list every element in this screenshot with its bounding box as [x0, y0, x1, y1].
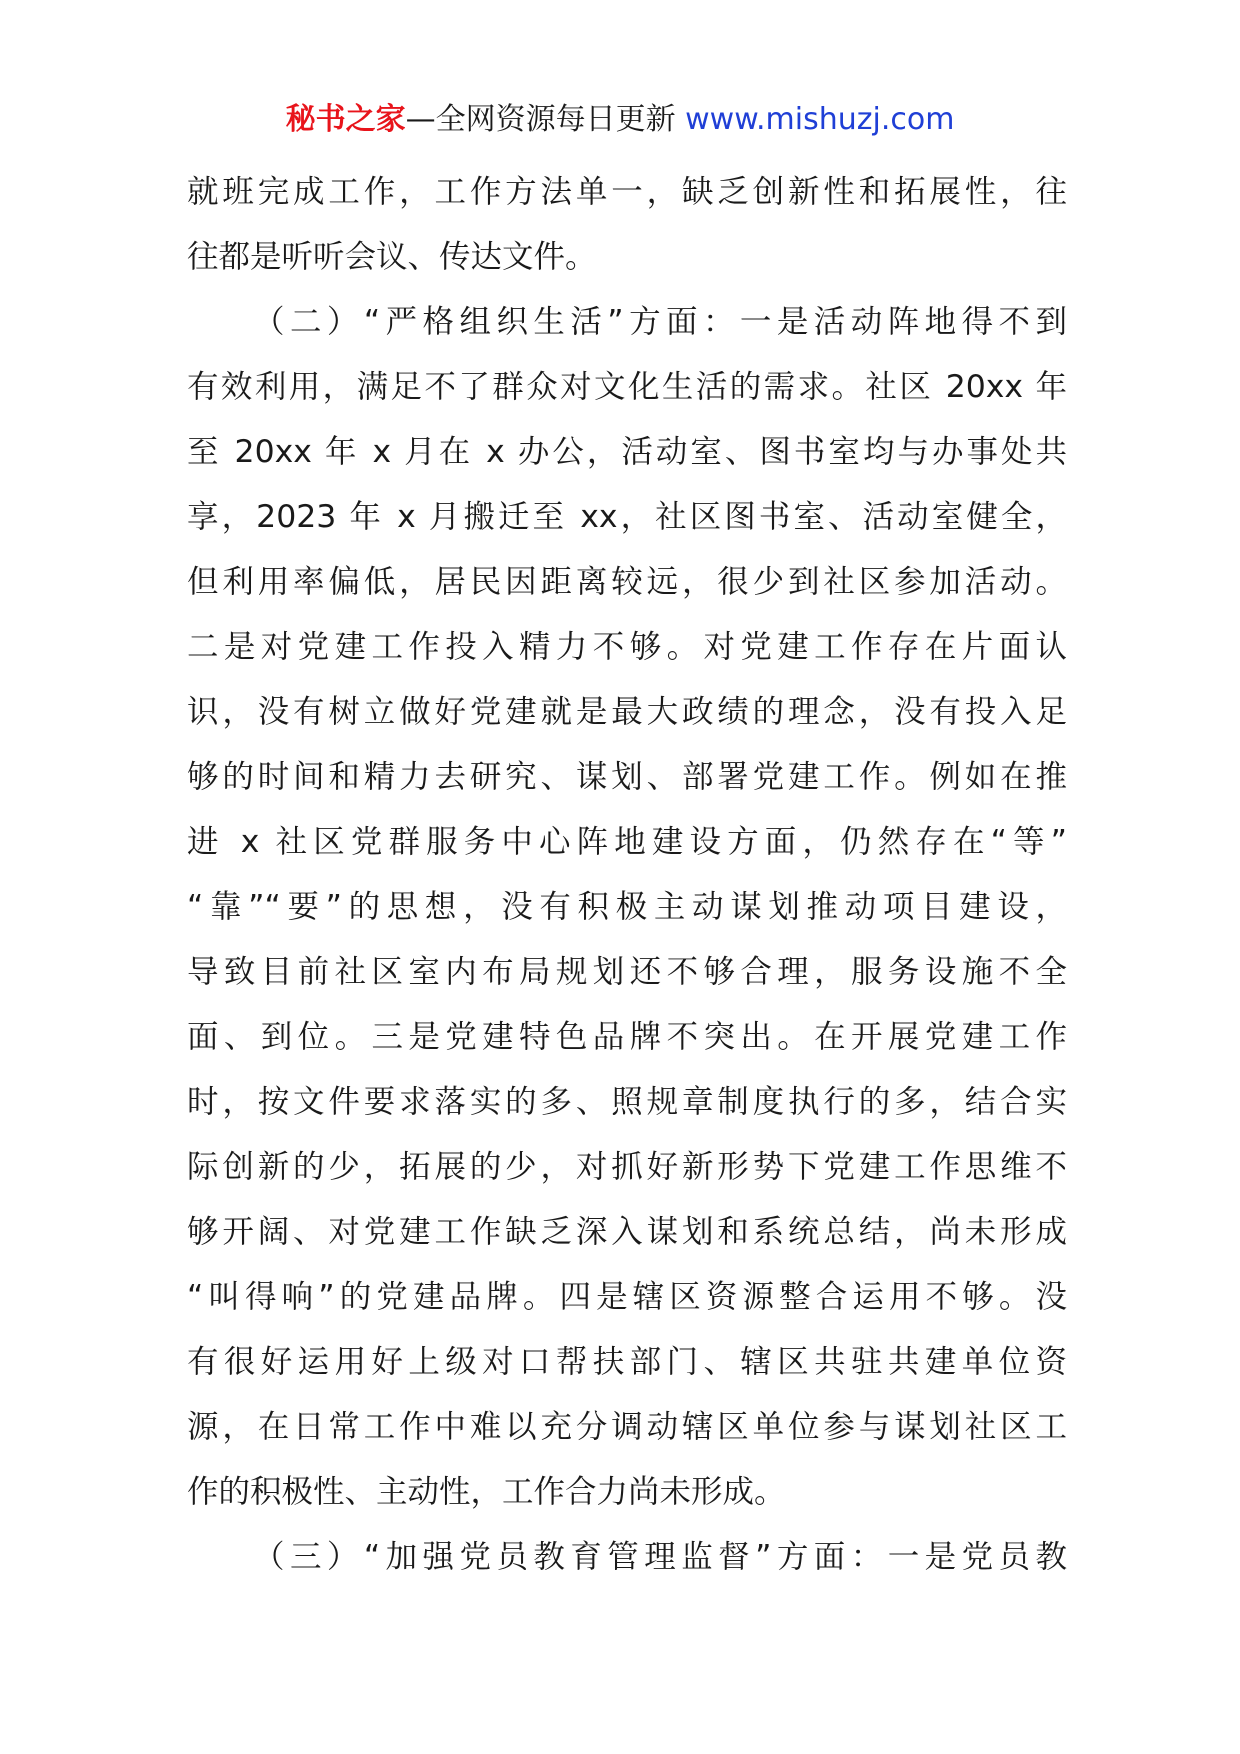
- site-brand: 秘书之家: [285, 102, 406, 137]
- text-line: 但利用率偏低，居民因距离较远，很少到社区参加活动。: [187, 564, 1067, 600]
- text-line: 就班完成工作，工作方法单一，缺乏创新性和拓展性，往: [187, 174, 1067, 210]
- text-line: 识，没有树立做好党建就是最大政绩的理念，没有投入足: [187, 694, 1067, 730]
- text-line: 享，2023 年 x 月搬迁至 xx，社区图书室、活动室健全，: [187, 499, 1067, 535]
- section-heading-line: （二）“严格组织生活”方面：一是活动阵地得不到: [253, 304, 1067, 340]
- text-line: 时，按文件要求落实的多、照规章制度执行的多，结合实: [187, 1084, 1067, 1120]
- document-body: [187, 160, 1067, 1590]
- text-line: 往都是听听会议、传达文件。: [187, 239, 597, 275]
- section-heading-line: （三）“加强党员教育管理监督”方面：一是党员教: [253, 1539, 1067, 1575]
- text-line: 至 20xx 年 x 月在 x 办公，活动室、图书室均与办事处共: [187, 434, 1067, 470]
- site-header: [0, 100, 1240, 140]
- text-line: 作的积极性、主动性，工作合力尚未形成。: [187, 1474, 786, 1510]
- text-line: 够的时间和精力去研究、谋划、部署党建工作。例如在推: [187, 759, 1067, 795]
- text-line: 有效利用，满足不了群众对文化生活的需求。社区 20xx 年: [187, 369, 1067, 405]
- site-tagline: —全网资源每日更新: [405, 102, 676, 137]
- text-line: 有很好运用好上级对口帮扶部门、辖区共驻共建单位资: [187, 1344, 1067, 1380]
- text-line: 够开阔、对党建工作缺乏深入谋划和系统总结，尚未形成: [187, 1214, 1067, 1250]
- text-line: “靠”“要”的思想，没有积极主动谋划推动项目建设，: [187, 889, 1067, 925]
- site-url-link[interactable]: www.mishuzj.com: [685, 102, 955, 137]
- text-line: 面、到位。三是党建特色品牌不突出。在开展党建工作: [187, 1019, 1067, 1055]
- text-line: 进 x 社区党群服务中心阵地建设方面，仍然存在“等”: [187, 824, 1067, 860]
- text-line: 二是对党建工作投入精力不够。对党建工作存在片面认: [187, 629, 1067, 665]
- text-line: 导致目前社区室内布局规划还不够合理，服务设施不全: [187, 954, 1067, 990]
- text-line: 际创新的少，拓展的少，对抓好新形势下党建工作思维不: [187, 1149, 1067, 1185]
- text-line: 源，在日常工作中难以充分调动辖区单位参与谋划社区工: [187, 1409, 1067, 1445]
- text-line: “叫得响”的党建品牌。四是辖区资源整合运用不够。没: [187, 1279, 1067, 1315]
